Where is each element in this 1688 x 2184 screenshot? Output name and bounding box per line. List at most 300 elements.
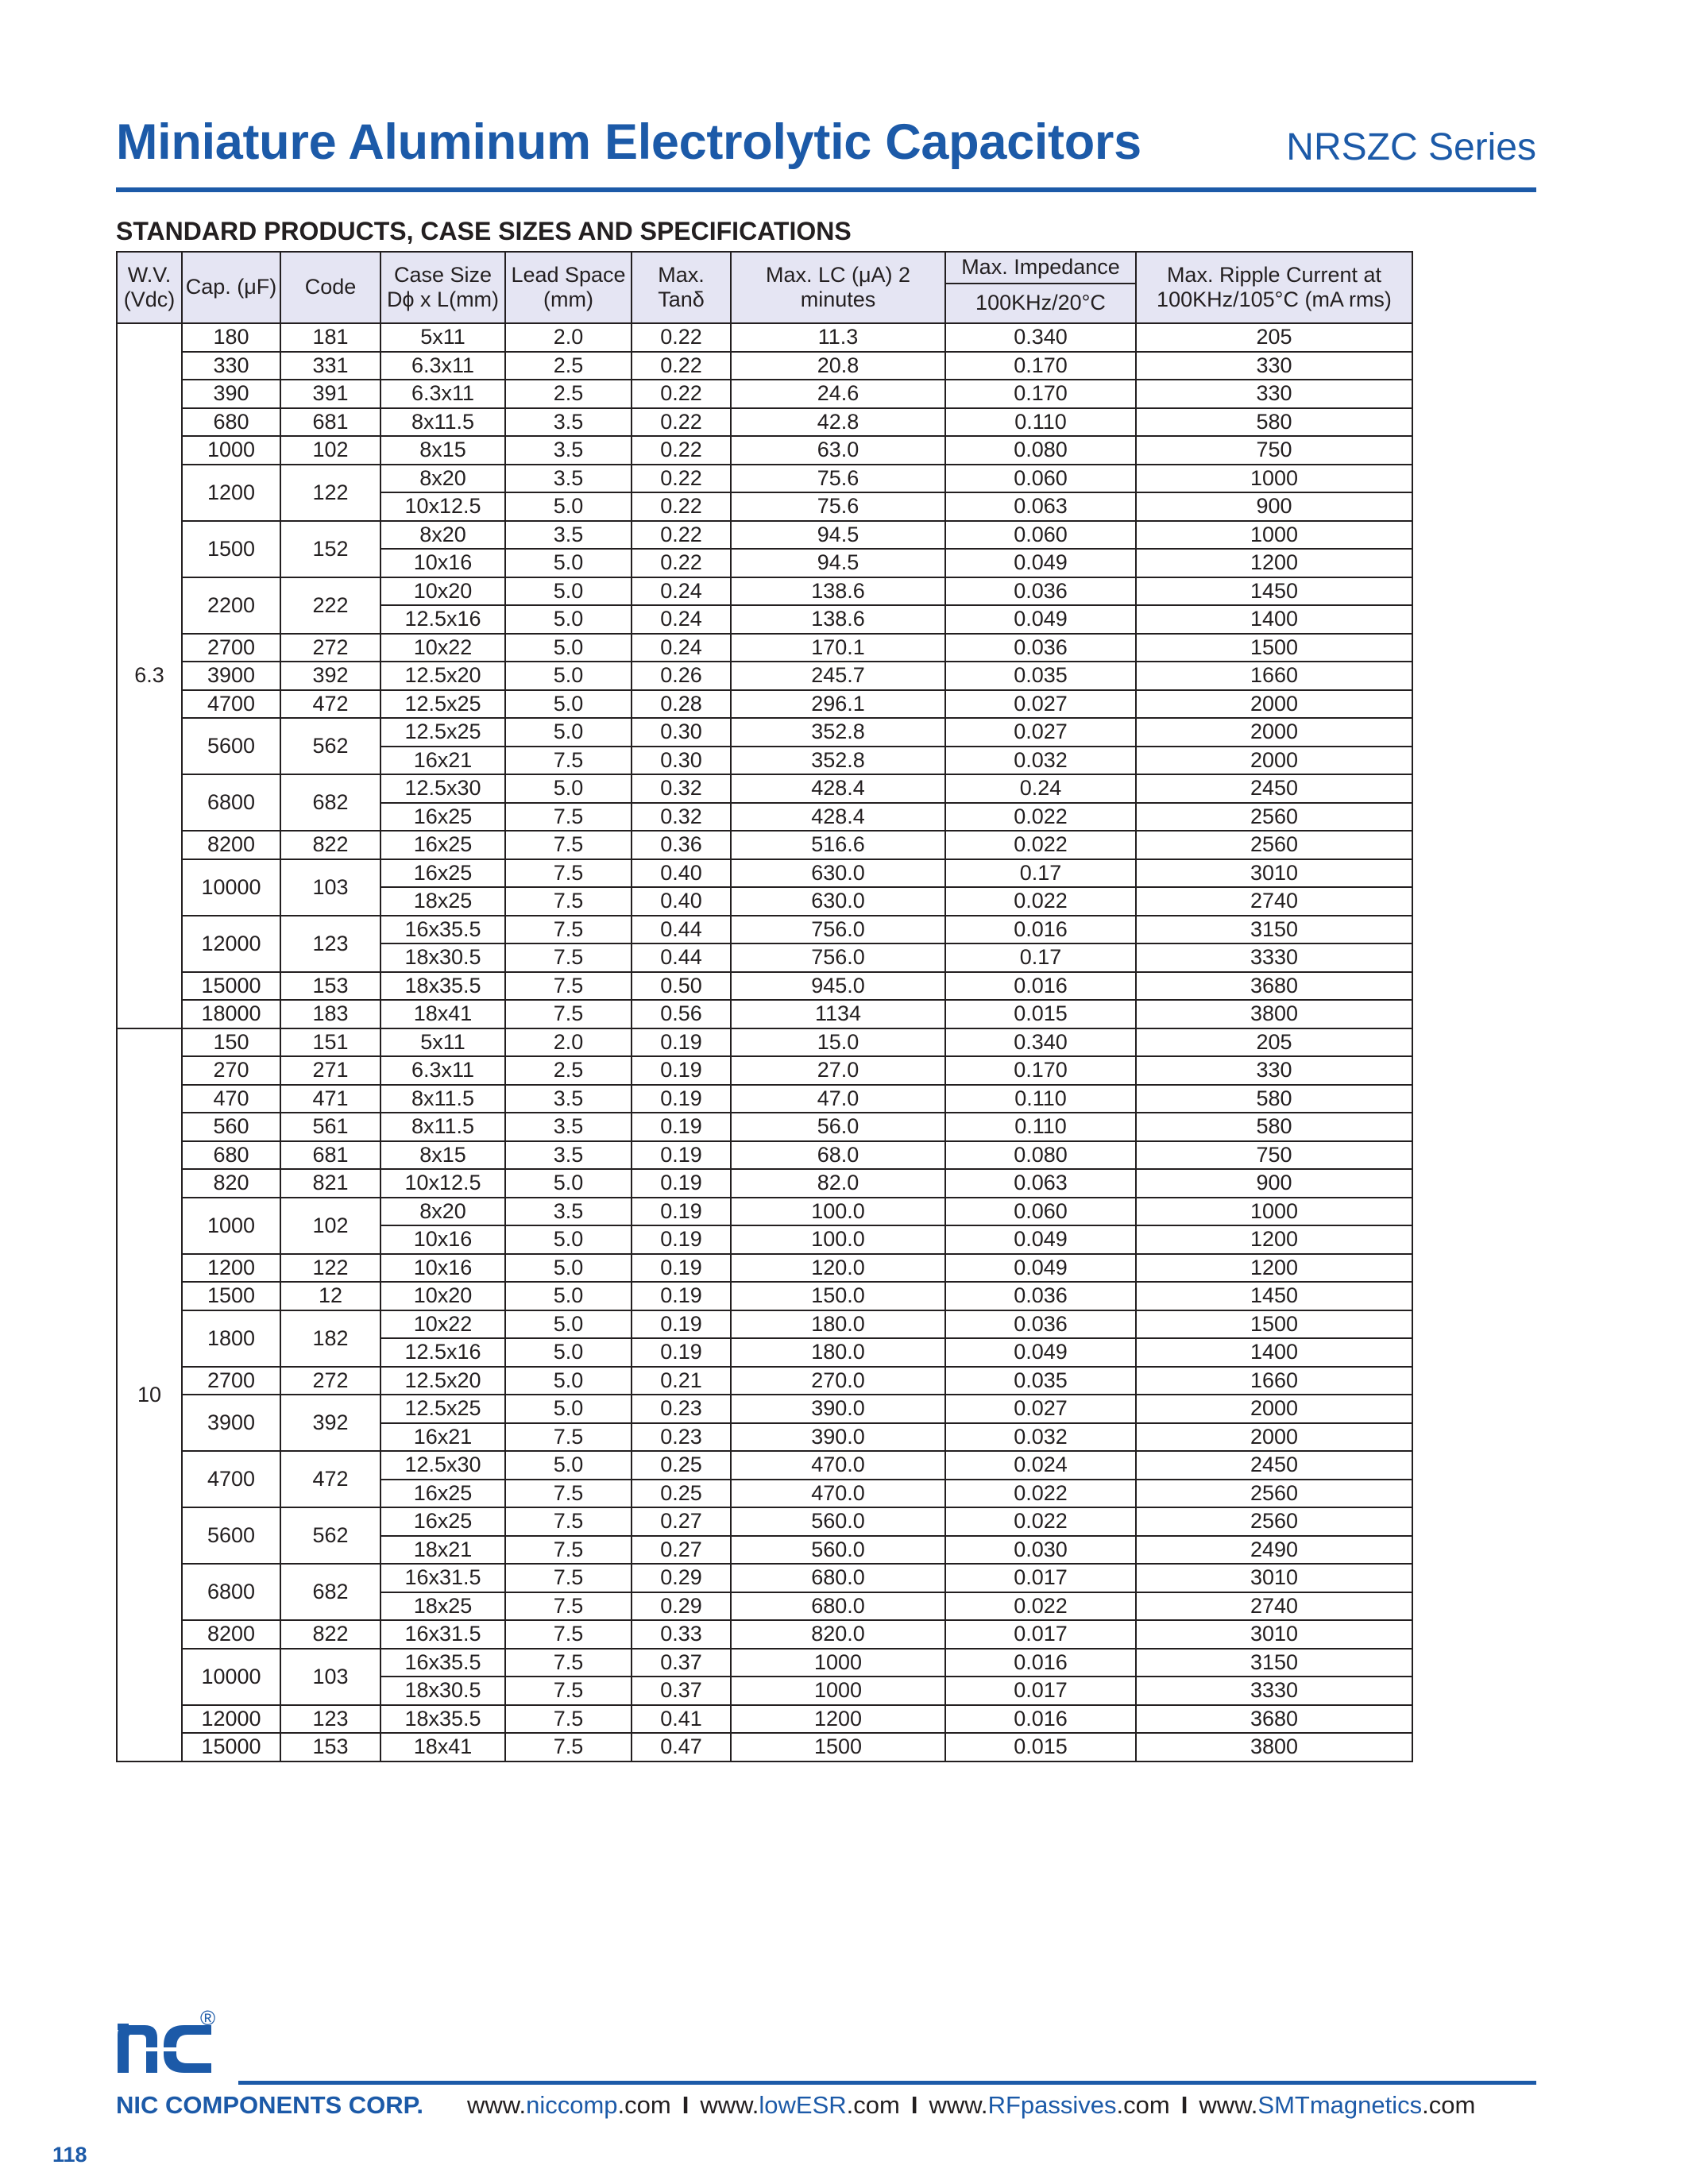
tan-cell: 0.56 (632, 1000, 731, 1028)
tan-cell: 0.47 (632, 1733, 731, 1761)
title-rule (116, 187, 1536, 192)
tan-cell: 0.32 (632, 803, 731, 832)
table-row (117, 1649, 1412, 1677)
ripple-cell: 1400 (1136, 605, 1412, 634)
lc-cell: 27.0 (731, 1056, 945, 1085)
capacitance-cell: 470 (182, 1085, 280, 1113)
table-row (117, 1705, 1412, 1734)
tan-cell: 0.40 (632, 887, 731, 916)
lead-space-cell: 2.0 (505, 1028, 632, 1057)
impedance-cell: 0.049 (945, 605, 1136, 634)
case-size-cell: 6.3x11 (380, 1056, 505, 1085)
header-lc: Max. LC (μA) 2 minutes (731, 252, 945, 323)
impedance-cell: 0.015 (945, 1733, 1136, 1761)
capacitance-cell: 8200 (182, 831, 280, 859)
impedance-cell: 0.110 (945, 1085, 1136, 1113)
ripple-cell: 900 (1136, 492, 1412, 521)
impedance-cell: 0.016 (945, 1649, 1136, 1677)
ripple-cell: 1200 (1136, 1254, 1412, 1283)
table-row (117, 1085, 1412, 1113)
capacitance-cell: 1200 (182, 465, 280, 521)
tan-cell: 0.19 (632, 1141, 731, 1170)
code-cell: 122 (280, 465, 380, 521)
table-row (117, 1310, 1412, 1339)
ripple-cell: 580 (1136, 1085, 1412, 1113)
case-size-cell: 12.5x16 (380, 1338, 505, 1367)
ripple-cell: 3680 (1136, 972, 1412, 1001)
case-size-cell: 18x21 (380, 1536, 505, 1565)
case-size-cell: 12.5x20 (380, 1367, 505, 1395)
lc-cell: 11.3 (731, 323, 945, 352)
table-row (117, 916, 1412, 944)
capacitance-cell: 4700 (182, 1451, 280, 1507)
lead-space-cell: 3.5 (505, 521, 632, 550)
case-size-cell: 8x15 (380, 436, 505, 465)
impedance-cell: 0.017 (945, 1677, 1136, 1705)
impedance-cell: 0.032 (945, 747, 1136, 775)
code-cell: 562 (280, 718, 380, 774)
header-code: Code (280, 252, 380, 323)
case-size-cell: 16x21 (380, 747, 505, 775)
case-size-cell: 16x25 (380, 859, 505, 888)
lead-space-cell: 5.0 (505, 634, 632, 662)
code-cell: 102 (280, 1198, 380, 1254)
tan-cell: 0.19 (632, 1310, 731, 1339)
lc-cell: 560.0 (731, 1536, 945, 1565)
case-size-cell: 16x35.5 (380, 916, 505, 944)
impedance-cell: 0.080 (945, 436, 1136, 465)
table-row (117, 323, 1412, 352)
table-row (117, 1198, 1412, 1226)
capacitance-cell: 18000 (182, 1000, 280, 1028)
impedance-cell: 0.017 (945, 1620, 1136, 1649)
lead-space-cell: 3.5 (505, 1198, 632, 1226)
code-cell: 392 (280, 662, 380, 690)
ripple-cell: 580 (1136, 408, 1412, 437)
impedance-cell: 0.24 (945, 774, 1136, 803)
case-size-cell: 8x20 (380, 521, 505, 550)
capacitance-cell: 2700 (182, 634, 280, 662)
lead-space-cell: 3.5 (505, 1113, 632, 1141)
case-size-cell: 10x22 (380, 1310, 505, 1339)
lc-cell: 75.6 (731, 465, 945, 493)
lc-cell: 352.8 (731, 718, 945, 747)
capacitance-cell: 3900 (182, 1395, 280, 1451)
impedance-cell: 0.170 (945, 352, 1136, 380)
link-rfpassives[interactable]: www.RFpassives.com (929, 2091, 1170, 2119)
impedance-cell: 0.049 (945, 1254, 1136, 1283)
code-cell: 103 (280, 859, 380, 916)
case-size-cell: 12.5x25 (380, 718, 505, 747)
tan-cell: 0.50 (632, 972, 731, 1001)
case-size-cell: 16x21 (380, 1423, 505, 1452)
ripple-cell: 2490 (1136, 1536, 1412, 1565)
case-size-cell: 8x20 (380, 465, 505, 493)
table-row (117, 690, 1412, 719)
impedance-cell: 0.060 (945, 521, 1136, 550)
lead-space-cell: 5.0 (505, 1395, 632, 1423)
capacitance-cell: 560 (182, 1113, 280, 1141)
impedance-cell: 0.030 (945, 1536, 1136, 1565)
tan-cell: 0.19 (632, 1028, 731, 1057)
lc-cell: 100.0 (731, 1225, 945, 1254)
table-row (117, 831, 1412, 859)
lc-cell: 560.0 (731, 1507, 945, 1536)
lc-cell: 138.6 (731, 577, 945, 606)
case-size-cell: 6.3x11 (380, 380, 505, 408)
ripple-cell: 1000 (1136, 465, 1412, 493)
code-cell: 272 (280, 1367, 380, 1395)
capacitance-cell: 270 (182, 1056, 280, 1085)
impedance-cell: 0.027 (945, 1395, 1136, 1423)
lead-space-cell: 7.5 (505, 1507, 632, 1536)
registered-mark: ® (200, 2006, 216, 2030)
voltage-cell: 6.3 (117, 323, 182, 1028)
code-cell: 821 (280, 1169, 380, 1198)
code-cell: 472 (280, 690, 380, 719)
ripple-cell: 1500 (1136, 1310, 1412, 1339)
lc-cell: 270.0 (731, 1367, 945, 1395)
impedance-cell: 0.17 (945, 859, 1136, 888)
impedance-cell: 0.022 (945, 1592, 1136, 1621)
capacitance-cell: 680 (182, 1141, 280, 1170)
code-cell: 391 (280, 380, 380, 408)
lead-space-cell: 7.5 (505, 1480, 632, 1508)
ripple-cell: 900 (1136, 1169, 1412, 1198)
tan-cell: 0.29 (632, 1564, 731, 1592)
capacitance-cell: 15000 (182, 1733, 280, 1761)
case-size-cell: 8x11.5 (380, 1085, 505, 1113)
table-row (117, 1141, 1412, 1170)
capacitance-cell: 390 (182, 380, 280, 408)
footer-links (467, 2091, 1475, 2120)
code-cell: 822 (280, 1620, 380, 1649)
code-cell: 122 (280, 1254, 380, 1283)
table-row (117, 1733, 1412, 1761)
code-cell: 181 (280, 323, 380, 352)
capacitance-cell: 4700 (182, 690, 280, 719)
capacitance-cell: 12000 (182, 1705, 280, 1734)
case-size-cell: 10x12.5 (380, 492, 505, 521)
capacitance-cell: 3900 (182, 662, 280, 690)
tan-cell: 0.21 (632, 1367, 731, 1395)
lc-cell: 1000 (731, 1677, 945, 1705)
case-size-cell: 18x41 (380, 1000, 505, 1028)
link-smtmagnetics[interactable]: www.SMTmagnetics.com (1199, 2091, 1476, 2119)
impedance-cell: 0.022 (945, 831, 1136, 859)
voltage-cell: 10 (117, 1028, 182, 1761)
lead-space-cell: 5.0 (505, 1225, 632, 1254)
case-size-cell: 12.5x30 (380, 774, 505, 803)
table-row (117, 1620, 1412, 1649)
ripple-cell: 1400 (1136, 1338, 1412, 1367)
tan-cell: 0.23 (632, 1395, 731, 1423)
impedance-cell: 0.110 (945, 1113, 1136, 1141)
ripple-cell: 2000 (1136, 1423, 1412, 1452)
ripple-cell: 2000 (1136, 718, 1412, 747)
impedance-cell: 0.015 (945, 1000, 1136, 1028)
lc-cell: 100.0 (731, 1198, 945, 1226)
tan-cell: 0.36 (632, 831, 731, 859)
case-size-cell: 8x15 (380, 1141, 505, 1170)
ripple-cell: 750 (1136, 1141, 1412, 1170)
ripple-cell: 2560 (1136, 1480, 1412, 1508)
tan-cell: 0.19 (632, 1085, 731, 1113)
case-size-cell: 18x25 (380, 1592, 505, 1621)
capacitance-cell: 180 (182, 323, 280, 352)
spec-table-body (117, 323, 1412, 1761)
ripple-cell: 2740 (1136, 1592, 1412, 1621)
tan-cell: 0.29 (632, 1592, 731, 1621)
header-impedance: Max. Impedance (945, 252, 1136, 284)
ripple-cell: 2560 (1136, 1507, 1412, 1536)
lead-space-cell: 5.0 (505, 1338, 632, 1367)
lead-space-cell: 7.5 (505, 1536, 632, 1565)
impedance-cell: 0.17 (945, 943, 1136, 972)
lead-space-cell: 3.5 (505, 436, 632, 465)
tan-cell: 0.41 (632, 1705, 731, 1734)
lead-space-cell: 7.5 (505, 1564, 632, 1592)
table-row (117, 1056, 1412, 1085)
lc-cell: 82.0 (731, 1169, 945, 1198)
table-row (117, 972, 1412, 1001)
lead-space-cell: 7.5 (505, 916, 632, 944)
lc-cell: 390.0 (731, 1395, 945, 1423)
impedance-cell: 0.022 (945, 887, 1136, 916)
code-cell: 123 (280, 1705, 380, 1734)
impedance-cell: 0.170 (945, 1056, 1136, 1085)
lead-space-cell: 7.5 (505, 1677, 632, 1705)
ripple-cell: 2740 (1136, 887, 1412, 916)
lead-space-cell: 7.5 (505, 1705, 632, 1734)
lead-space-cell: 7.5 (505, 747, 632, 775)
lc-cell: 470.0 (731, 1451, 945, 1480)
impedance-cell: 0.035 (945, 662, 1136, 690)
impedance-cell: 0.080 (945, 1141, 1136, 1170)
ripple-cell: 1660 (1136, 662, 1412, 690)
table-row (117, 1282, 1412, 1310)
lead-space-cell: 7.5 (505, 1423, 632, 1452)
code-cell: 152 (280, 521, 380, 577)
header-ripple: Max. Ripple Current at 100KHz/105°C (mA rms) (1136, 252, 1412, 323)
table-row (117, 1028, 1412, 1057)
capacitance-cell: 6800 (182, 774, 280, 831)
lc-cell: 945.0 (731, 972, 945, 1001)
lead-space-cell: 7.5 (505, 859, 632, 888)
code-cell: 562 (280, 1507, 380, 1564)
tan-cell: 0.27 (632, 1536, 731, 1565)
lead-space-cell: 2.0 (505, 323, 632, 352)
lc-cell: 390.0 (731, 1423, 945, 1452)
link-niccomp[interactable]: www.niccomp.com (467, 2091, 671, 2119)
capacitance-cell: 1500 (182, 521, 280, 577)
impedance-cell: 0.036 (945, 1310, 1136, 1339)
tan-cell: 0.22 (632, 521, 731, 550)
code-cell: 103 (280, 1649, 380, 1705)
header-tan: Max. Tanδ (632, 252, 731, 323)
table-row (117, 380, 1412, 408)
lead-space-cell: 7.5 (505, 1733, 632, 1761)
impedance-cell: 0.036 (945, 1282, 1136, 1310)
lc-cell: 470.0 (731, 1480, 945, 1508)
tan-cell: 0.22 (632, 549, 731, 577)
lead-space-cell: 5.0 (505, 718, 632, 747)
lc-cell: 63.0 (731, 436, 945, 465)
lead-space-cell: 5.0 (505, 690, 632, 719)
lead-space-cell: 5.0 (505, 605, 632, 634)
case-size-cell: 16x25 (380, 1507, 505, 1536)
lc-cell: 296.1 (731, 690, 945, 719)
tan-cell: 0.32 (632, 774, 731, 803)
impedance-cell: 0.016 (945, 972, 1136, 1001)
lc-cell: 1134 (731, 1000, 945, 1028)
ripple-cell: 330 (1136, 1056, 1412, 1085)
lc-cell: 516.6 (731, 831, 945, 859)
capacitance-cell: 10000 (182, 1649, 280, 1705)
case-size-cell: 12.5x25 (380, 690, 505, 719)
link-lowesr[interactable]: www.lowESR.com (700, 2091, 900, 2119)
ripple-cell: 3010 (1136, 1620, 1412, 1649)
tan-cell: 0.28 (632, 690, 731, 719)
capacitance-cell: 1800 (182, 1310, 280, 1367)
code-cell: 392 (280, 1395, 380, 1451)
ripple-cell: 1000 (1136, 521, 1412, 550)
series-name: NRSZC Series (1286, 126, 1536, 168)
lc-cell: 1500 (731, 1733, 945, 1761)
lc-cell: 1000 (731, 1649, 945, 1677)
page-title: Miniature Aluminum Electrolytic Capacitors (116, 114, 1141, 170)
table-row (117, 1507, 1412, 1536)
lead-space-cell: 2.5 (505, 1056, 632, 1085)
impedance-cell: 0.027 (945, 718, 1136, 747)
table-row (117, 1395, 1412, 1423)
case-size-cell: 16x31.5 (380, 1620, 505, 1649)
lc-cell: 150.0 (731, 1282, 945, 1310)
impedance-cell: 0.022 (945, 1480, 1136, 1508)
lead-space-cell: 7.5 (505, 1592, 632, 1621)
code-cell: 681 (280, 408, 380, 437)
lead-space-cell: 3.5 (505, 465, 632, 493)
lc-cell: 15.0 (731, 1028, 945, 1057)
lc-cell: 138.6 (731, 605, 945, 634)
case-size-cell: 18x25 (380, 887, 505, 916)
lead-space-cell: 5.0 (505, 549, 632, 577)
tan-cell: 0.22 (632, 380, 731, 408)
case-size-cell: 18x30.5 (380, 943, 505, 972)
case-size-cell: 10x20 (380, 1282, 505, 1310)
ripple-cell: 2000 (1136, 747, 1412, 775)
lead-space-cell: 5.0 (505, 577, 632, 606)
header-wv: W.V. (Vdc) (117, 252, 182, 323)
lead-space-cell: 5.0 (505, 1282, 632, 1310)
tan-cell: 0.44 (632, 943, 731, 972)
ripple-cell: 1200 (1136, 1225, 1412, 1254)
capacitance-cell: 10000 (182, 859, 280, 916)
code-cell: 682 (280, 774, 380, 831)
lc-cell: 630.0 (731, 859, 945, 888)
tan-cell: 0.30 (632, 718, 731, 747)
ripple-cell: 2000 (1136, 690, 1412, 719)
lc-cell: 630.0 (731, 887, 945, 916)
code-cell: 822 (280, 831, 380, 859)
link-separator: I (1180, 2091, 1188, 2119)
table-row (117, 1564, 1412, 1592)
ripple-cell: 1450 (1136, 577, 1412, 606)
link-separator: I (682, 2091, 689, 2119)
lc-cell: 680.0 (731, 1564, 945, 1592)
impedance-cell: 0.340 (945, 1028, 1136, 1057)
lc-cell: 428.4 (731, 803, 945, 832)
tan-cell: 0.19 (632, 1338, 731, 1367)
lc-cell: 42.8 (731, 408, 945, 437)
tan-cell: 0.24 (632, 634, 731, 662)
impedance-cell: 0.340 (945, 323, 1136, 352)
lead-space-cell: 2.5 (505, 380, 632, 408)
code-cell: 471 (280, 1085, 380, 1113)
lc-cell: 94.5 (731, 521, 945, 550)
lc-cell: 170.1 (731, 634, 945, 662)
tan-cell: 0.30 (632, 747, 731, 775)
code-cell: 123 (280, 916, 380, 972)
tan-cell: 0.37 (632, 1677, 731, 1705)
ripple-cell: 1450 (1136, 1282, 1412, 1310)
table-row (117, 1169, 1412, 1198)
ripple-cell: 3010 (1136, 859, 1412, 888)
lead-space-cell: 7.5 (505, 831, 632, 859)
tan-cell: 0.22 (632, 436, 731, 465)
lead-space-cell: 5.0 (505, 1451, 632, 1480)
lead-space-cell: 5.0 (505, 662, 632, 690)
capacitance-cell: 1500 (182, 1282, 280, 1310)
lead-space-cell: 5.0 (505, 1169, 632, 1198)
case-size-cell: 16x31.5 (380, 1564, 505, 1592)
case-size-cell: 8x11.5 (380, 408, 505, 437)
table-row (117, 1113, 1412, 1141)
company-name: NIC COMPONENTS CORP. (116, 2091, 423, 2119)
case-size-cell: 6.3x11 (380, 352, 505, 380)
lc-cell: 352.8 (731, 747, 945, 775)
lead-space-cell: 3.5 (505, 1141, 632, 1170)
case-size-cell: 5x11 (380, 1028, 505, 1057)
case-size-cell: 10x16 (380, 549, 505, 577)
capacitance-cell: 8200 (182, 1620, 280, 1649)
impedance-cell: 0.022 (945, 1507, 1136, 1536)
lead-space-cell: 5.0 (505, 1310, 632, 1339)
lc-cell: 1200 (731, 1705, 945, 1734)
impedance-cell: 0.110 (945, 408, 1136, 437)
lead-space-cell: 7.5 (505, 1649, 632, 1677)
lc-cell: 47.0 (731, 1085, 945, 1113)
ripple-cell: 3010 (1136, 1564, 1412, 1592)
lead-space-cell: 5.0 (505, 774, 632, 803)
capacitance-cell: 150 (182, 1028, 280, 1057)
capacitance-cell: 5600 (182, 718, 280, 774)
ripple-cell: 1500 (1136, 634, 1412, 662)
impedance-cell: 0.022 (945, 803, 1136, 832)
lc-cell: 180.0 (731, 1338, 945, 1367)
nic-logo-icon (118, 2024, 213, 2073)
capacitance-cell: 1200 (182, 1254, 280, 1283)
impedance-cell: 0.032 (945, 1423, 1136, 1452)
ripple-cell: 205 (1136, 1028, 1412, 1057)
tan-cell: 0.23 (632, 1423, 731, 1452)
lead-space-cell: 3.5 (505, 408, 632, 437)
ripple-cell: 205 (1136, 323, 1412, 352)
ripple-cell: 580 (1136, 1113, 1412, 1141)
tan-cell: 0.22 (632, 408, 731, 437)
lc-cell: 24.6 (731, 380, 945, 408)
code-cell: 12 (280, 1282, 380, 1310)
